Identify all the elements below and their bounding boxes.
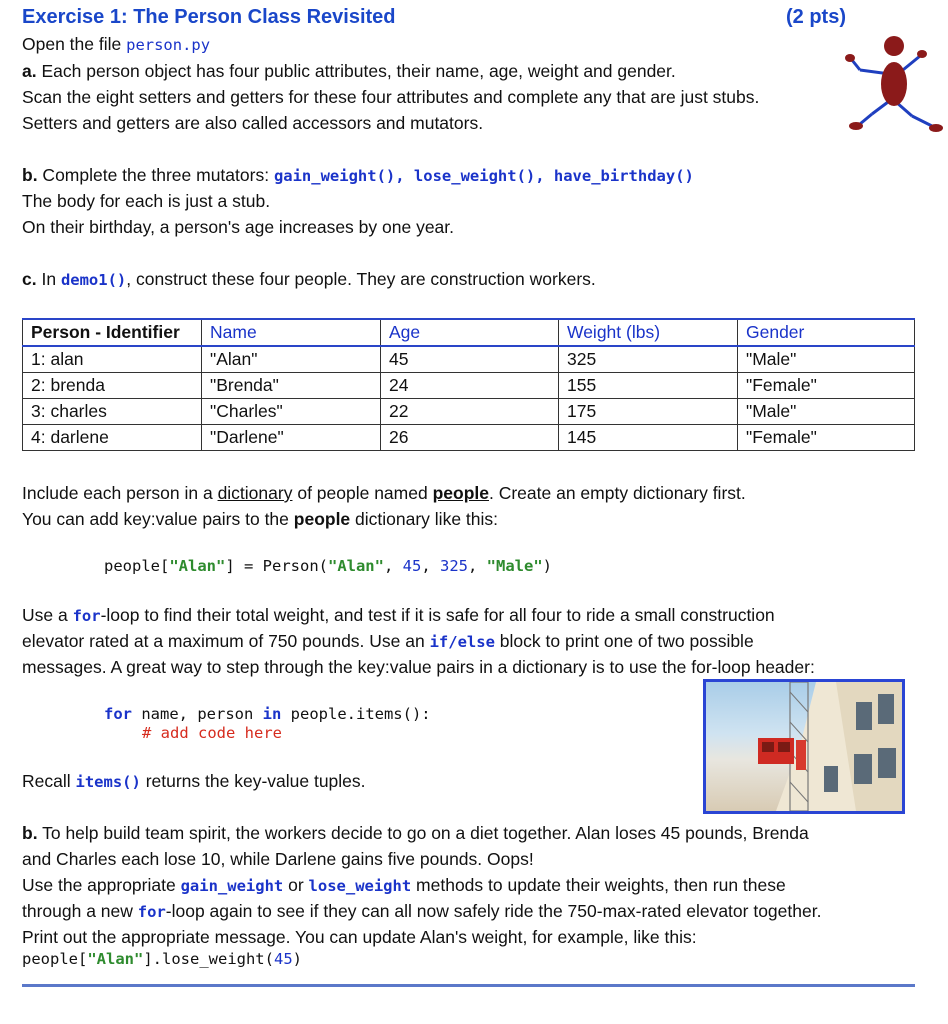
table-cell: "Female" bbox=[738, 373, 915, 399]
part-c-line: c. In demo1(), construct these four people. They are construction workers. bbox=[22, 269, 596, 289]
table-cell: 3: charles bbox=[23, 399, 202, 425]
table-cell: 145 bbox=[559, 425, 738, 451]
items-func: items() bbox=[75, 773, 141, 791]
table-cell: 155 bbox=[559, 373, 738, 399]
table-header: Weight (lbs) bbox=[559, 319, 738, 346]
recall-line: Recall items() returns the key-value tuples. bbox=[22, 771, 366, 791]
table-header: Person - Identifier bbox=[23, 319, 202, 346]
table-row bbox=[23, 346, 915, 373]
table-cell: "Male" bbox=[738, 346, 915, 373]
table-cell: "Male" bbox=[738, 399, 915, 425]
elevator-photo bbox=[703, 679, 905, 814]
mutator-list: gain_weight(), lose_weight(), have_birthday() bbox=[273, 167, 694, 185]
people-table bbox=[22, 318, 915, 451]
dict-line2: You can add key:value pairs to the people dictionary like this: bbox=[22, 509, 499, 529]
code-people-assign: people["Alan"] = Person("Alan", 45, 325, "Male") bbox=[104, 557, 553, 575]
table-cell: "Charles" bbox=[202, 399, 381, 425]
table-cell: 325 bbox=[559, 346, 738, 373]
table-cell: 24 bbox=[381, 373, 559, 399]
demo1-func: demo1() bbox=[60, 271, 127, 289]
table-cell: 2: brenda bbox=[23, 373, 202, 399]
dict-line1: Include each person in a dictionary of people named people. Create an empty dictionary first. bbox=[22, 483, 746, 503]
part-b2-line2: and Charles each lose 10, while Darlene gains five pounds. Oops! bbox=[22, 849, 534, 869]
part-b2-line3: Use the appropriate gain_weight or lose_weight methods to update their weights, then run these bbox=[22, 875, 786, 895]
code-comment: # add code here bbox=[142, 724, 282, 742]
table-header-row bbox=[23, 319, 915, 346]
part-b2-line5: Print out the appropriate message. You can update Alan's weight, for example, like this: bbox=[22, 927, 697, 947]
part-b2-line4: through a new for-loop again to see if they can all now safely ride the 750-max-rated elevator together. bbox=[22, 901, 822, 921]
filename: person.py bbox=[126, 36, 211, 54]
table-header: Gender bbox=[738, 319, 915, 346]
table-cell: 175 bbox=[559, 399, 738, 425]
bottom-divider bbox=[22, 984, 915, 987]
table-cell: 1: alan bbox=[23, 346, 202, 373]
table-cell: 26 bbox=[381, 425, 559, 451]
loop-line3: messages. A great way to step through the key:value pairs in a dictionary is to use the for-loop header: bbox=[22, 657, 815, 677]
code-lose-weight: people["Alan"].lose_weight(45) bbox=[22, 950, 302, 968]
running-figure-icon bbox=[838, 34, 944, 138]
points-label: (2 pts) bbox=[786, 6, 846, 28]
table-cell: 45 bbox=[381, 346, 559, 373]
loop-line2: elevator rated at a maximum of 750 pounds. Use an if/else block to print one of two possible bbox=[22, 631, 754, 651]
part-b-line3: On their birthday, a person's age increases by one year. bbox=[22, 217, 455, 237]
loop-line1: Use a for-loop to find their total weight, and test if it is safe for all four to ride a small construction bbox=[22, 605, 775, 625]
part-a-line2: Scan the eight setters and getters for these four attributes and complete any that are just stubs. bbox=[22, 87, 760, 107]
table-cell: "Brenda" bbox=[202, 373, 381, 399]
table-cell: "Alan" bbox=[202, 346, 381, 373]
intro-line: Open the file person.py bbox=[22, 34, 211, 54]
table-header: Name bbox=[202, 319, 381, 346]
code-for-header: for name, person in people.items(): bbox=[104, 705, 431, 723]
part-a-line3: Setters and getters are also called accessors and mutators. bbox=[22, 113, 484, 133]
part-a-line1: a. Each person object has four public attributes, their name, age, weight and gender. bbox=[22, 61, 676, 81]
table-cell: "Darlene" bbox=[202, 425, 381, 451]
part-b-line2: The body for each is just a stub. bbox=[22, 191, 271, 211]
table-header: Age bbox=[381, 319, 559, 346]
table-row bbox=[23, 373, 915, 399]
page-title: Exercise 1: The Person Class Revisited bbox=[22, 6, 396, 28]
table-cell: 4: darlene bbox=[23, 425, 202, 451]
part-b-line1: b. Complete the three mutators: gain_weight(), lose_weight(), have_birthday() bbox=[22, 165, 694, 185]
table-row bbox=[23, 399, 915, 425]
part-b2-line1: b. To help build team spirit, the workers decide to go on a diet together. Alan loses 45 pounds, Brenda bbox=[22, 823, 809, 843]
table-cell: "Female" bbox=[738, 425, 915, 451]
table-cell: 22 bbox=[381, 399, 559, 425]
construction-elevator-image bbox=[706, 682, 902, 811]
table-row bbox=[23, 425, 915, 451]
